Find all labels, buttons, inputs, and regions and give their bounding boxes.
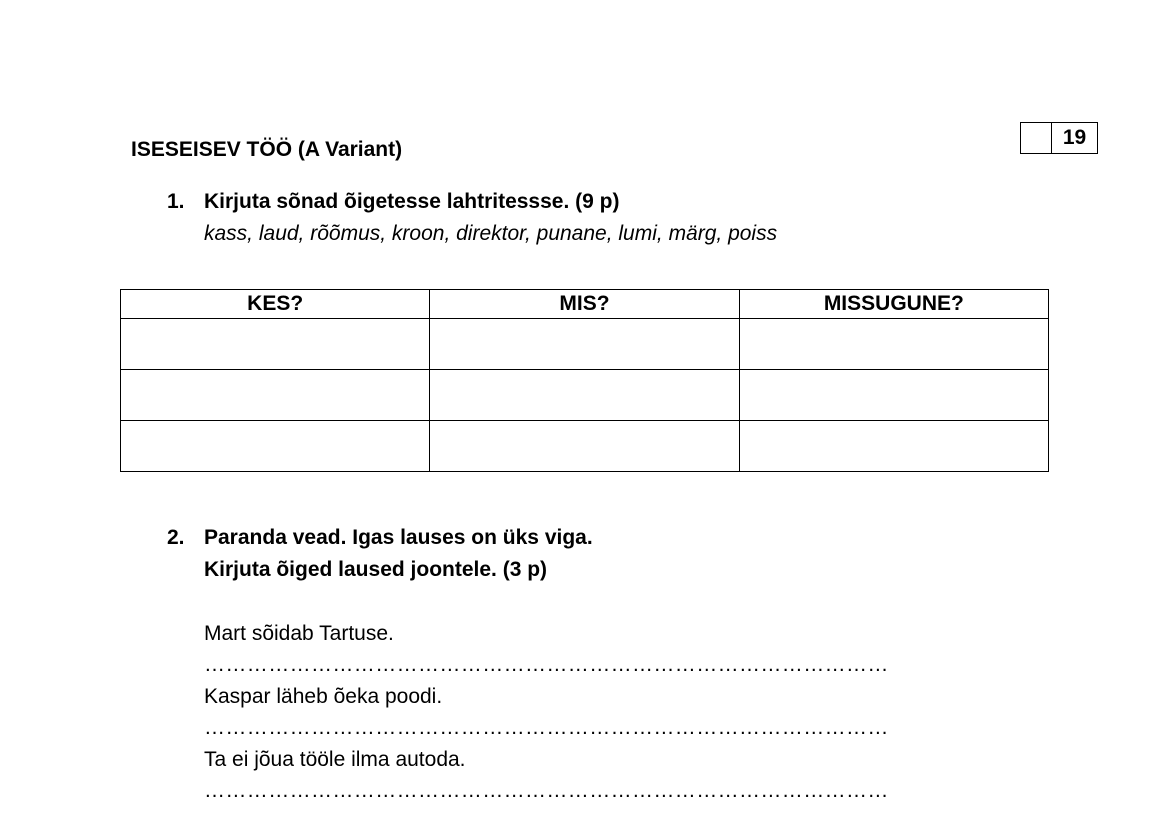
sentence-3: Ta ei jõua tööle ilma autoda. [204,748,466,771]
sentence-1: Mart sõidab Tartuse. [204,622,394,645]
answer-line-3[interactable]: …………………………………………………………………………………… [204,779,889,802]
task-1 [167,186,1047,250]
answer-line-2[interactable]: …………………………………………………………………………………… [204,716,889,739]
table-header-row [121,290,1049,319]
answer-cell[interactable] [430,319,739,370]
score-empty-cell[interactable] [1021,123,1052,153]
answer-cell[interactable] [121,370,430,421]
header-mis: MIS? [430,290,739,319]
answer-cell[interactable] [430,421,739,472]
score-box [1020,122,1098,154]
task-1-word-list: kass, laud, rõõmus, kroon, direktor, punane, lumi, märg, poiss [204,222,778,245]
answer-cell[interactable] [430,370,739,421]
answer-cell[interactable] [739,319,1048,370]
task-1-number: 1. [167,190,185,213]
page-number: 19 [1062,126,1087,149]
header-kes: KES? [121,290,430,319]
sentence-list [204,618,1024,807]
answer-cell[interactable] [739,421,1048,472]
task-2 [167,522,1047,586]
table-row [121,370,1049,421]
header-missugune: MISSUGUNE? [739,290,1048,319]
table-row [121,421,1049,472]
answer-table [120,289,1049,472]
task-2-instruction-line-1: Paranda vead. Igas lauses on üks viga. [204,526,593,549]
task-2-instruction-line-2: Kirjuta õiged laused joontele. (3 p) [204,558,548,581]
sentence-2: Kaspar läheb õeka poodi. [204,685,443,708]
table-row [121,319,1049,370]
answer-cell[interactable] [121,421,430,472]
task-1-instruction: Kirjuta sõnad õigetesse lahtritessse. (9 p) [204,190,620,213]
answer-cell[interactable] [739,370,1048,421]
page-title: ISESEISEV TÖÖ (A Variant) [131,138,403,161]
answer-line-1[interactable]: …………………………………………………………………………………… [204,653,889,676]
task-2-number: 2. [167,526,185,549]
answer-cell[interactable] [121,319,430,370]
